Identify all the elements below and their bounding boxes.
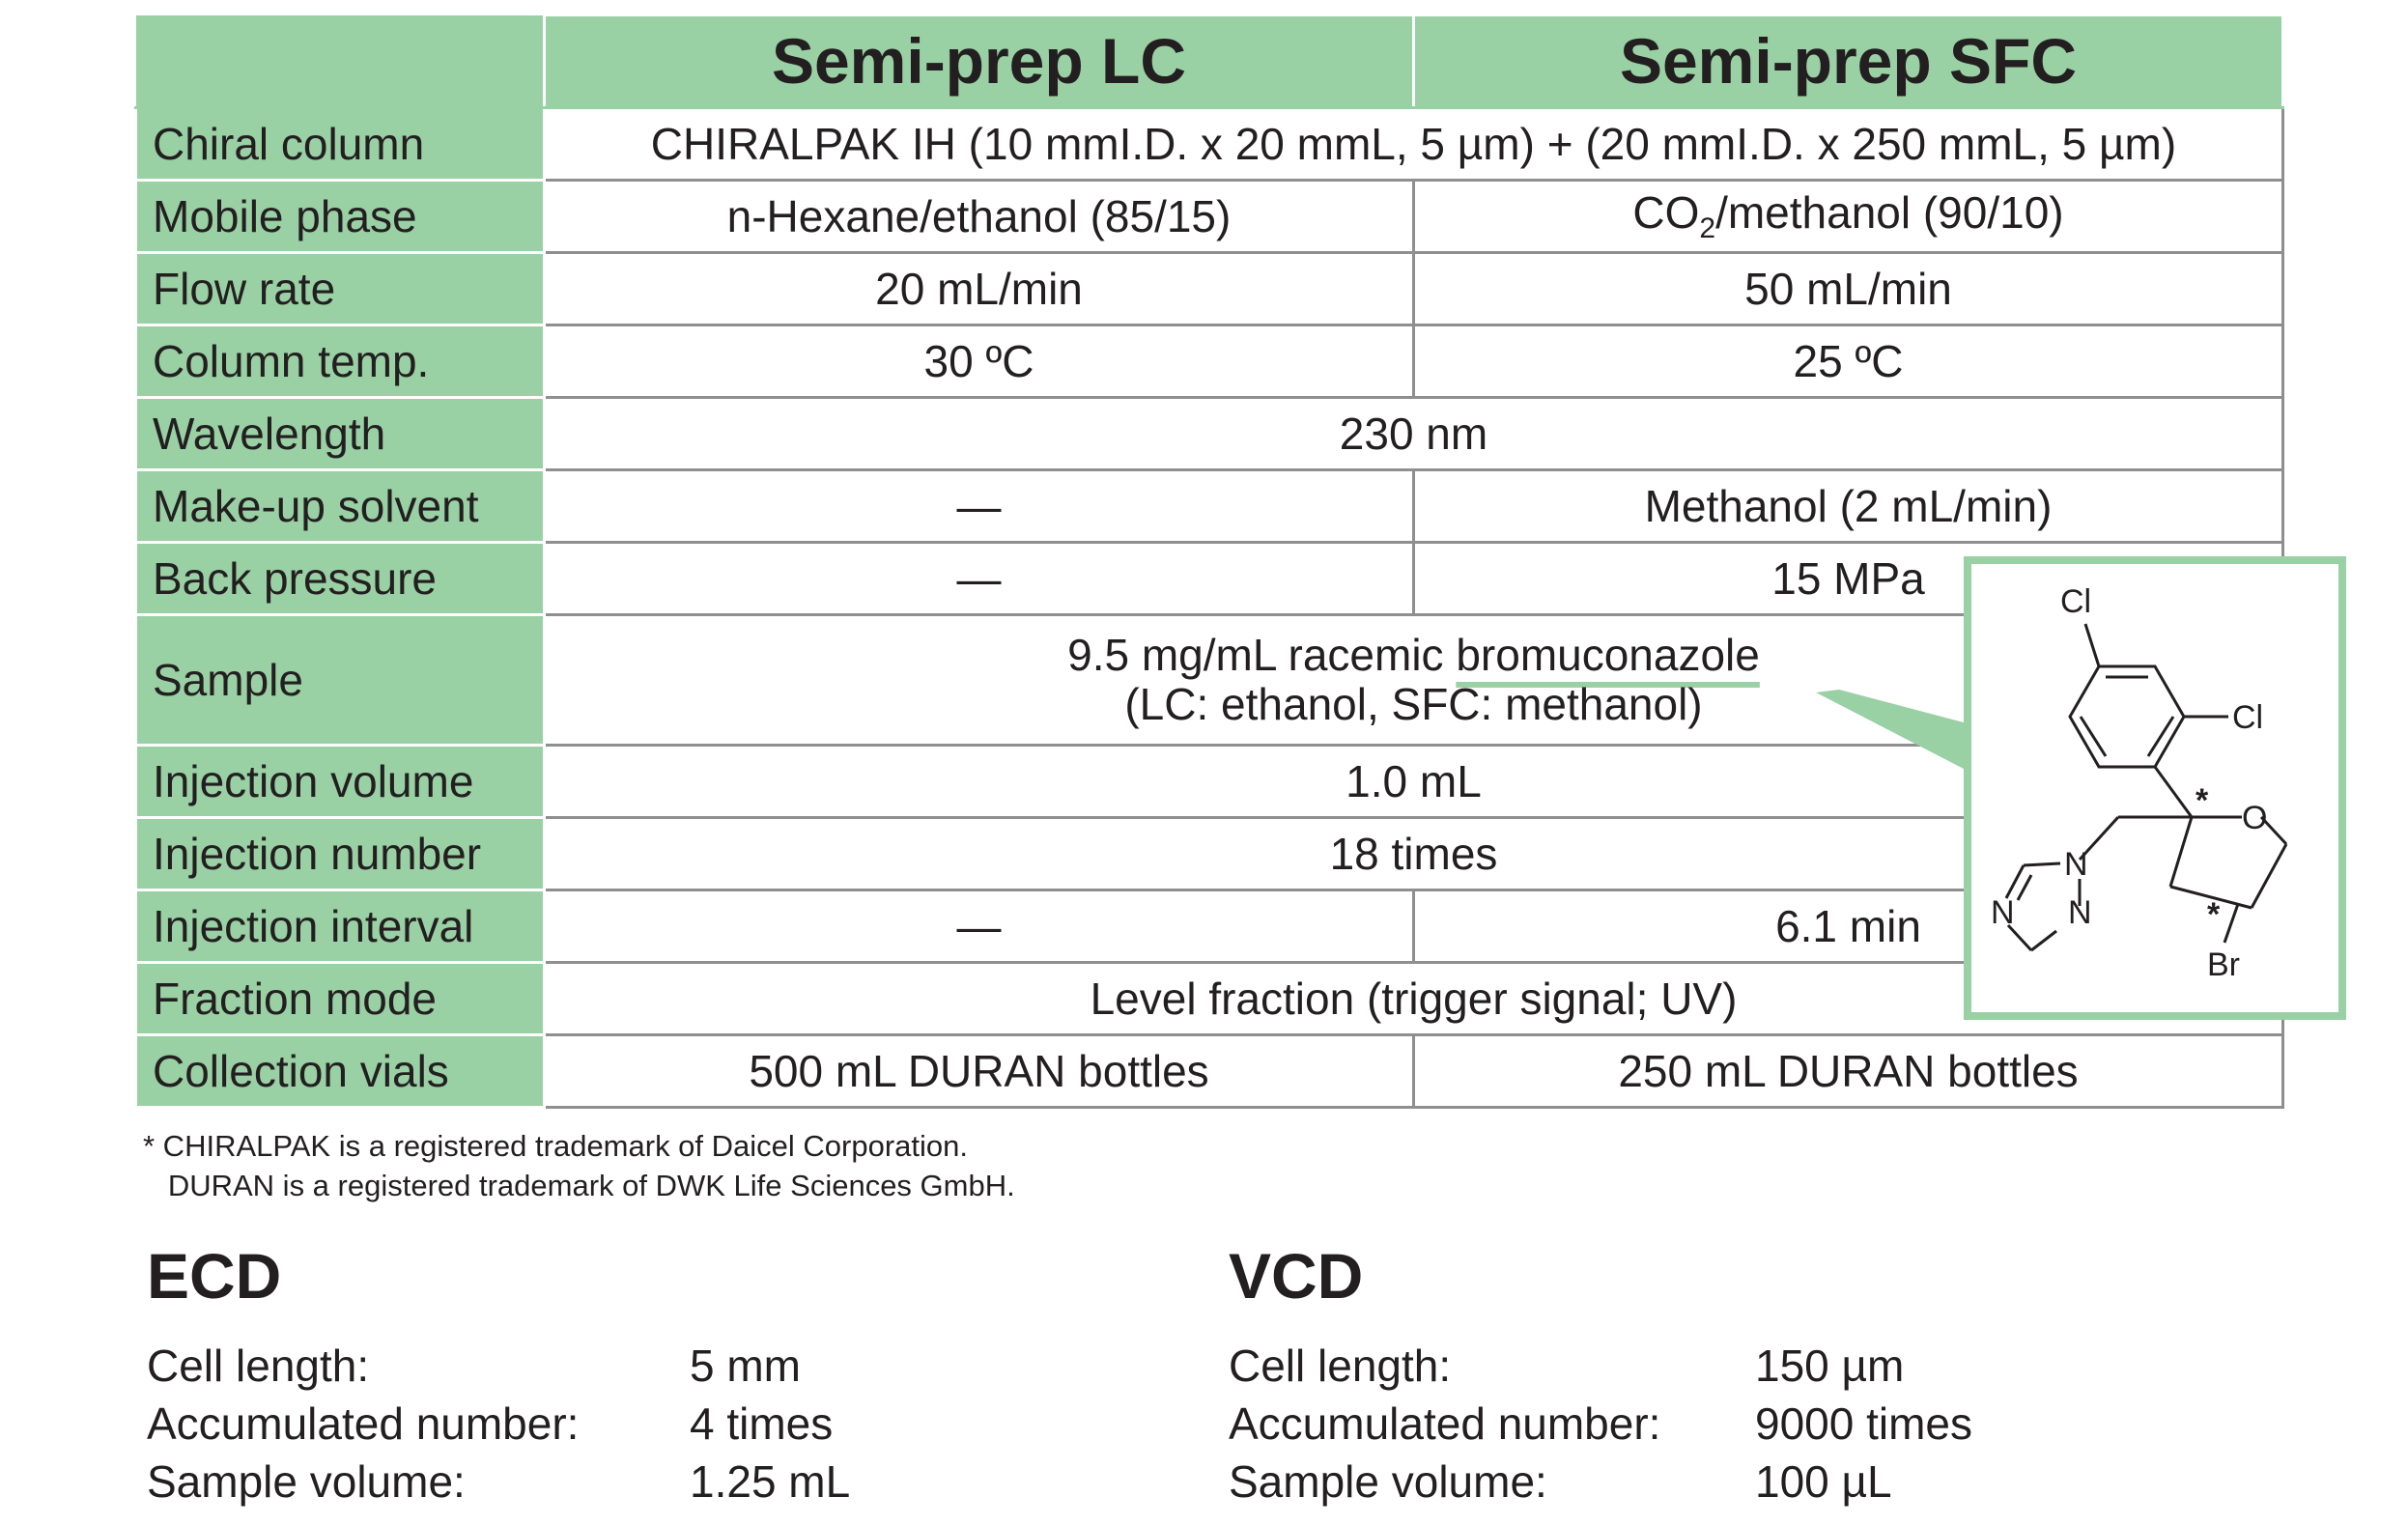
table-row (136, 253, 2283, 325)
footnote-line-1: * CHIRALPAK is a registered trademark of Daicel Corporation. (143, 1129, 968, 1163)
benzene-ring (2070, 666, 2184, 767)
mobile-phase-sfc-co: CO (1632, 186, 1700, 238)
table-row (136, 1035, 2283, 1108)
table-row (136, 818, 2283, 890)
ecd-row (147, 1337, 801, 1395)
collection-vials-lc: 500 mL DURAN bottles (545, 1035, 1414, 1108)
ecd-row (147, 1395, 834, 1453)
oxygen-label: O (2242, 800, 2268, 836)
table-header-row (136, 15, 2283, 108)
injection-number-value: 18 times (545, 818, 2283, 890)
header-semi-prep-lc: Semi-prep LC (545, 15, 1414, 108)
row-label-fraction-mode: Fraction mode (136, 963, 545, 1035)
row-label-flow-rate: Flow rate (136, 253, 545, 325)
chiral-column-value: CHIRALPAK IH (10 mmI.D. x 20 mmL, 5 µm) + (20 mmI.D. x 250 mmL, 5 µm) (545, 108, 2283, 181)
vcd-section (1229, 1238, 1973, 1511)
makeup-solvent-sfc: Methanol (2 mL/min) (1414, 470, 2283, 543)
ecd-key: Accumulated number: (147, 1398, 580, 1449)
table-row (136, 398, 2283, 470)
vcd-value: 100 µL (1755, 1456, 1892, 1507)
injection-interval-sfc: 6.1 min (1414, 890, 2283, 963)
row-label-chiral-column: Chiral column (136, 108, 545, 181)
makeup-solvent-lc: — (545, 470, 1414, 543)
mobile-phase-lc: n-Hexane/ethanol (85/15) (545, 181, 1414, 253)
vcd-key: Cell length: (1229, 1341, 1452, 1391)
vcd-value: 9000 times (1755, 1398, 1973, 1449)
ecd-value: 5 mm (690, 1341, 801, 1391)
nitrogen-label-2: N (1991, 894, 2015, 931)
row-label-mobile-phase: Mobile phase (136, 181, 545, 253)
cl-right-label: Cl (2232, 699, 2264, 736)
row-label-back-pressure: Back pressure (136, 543, 545, 615)
ecd-value: 4 times (690, 1398, 834, 1449)
mobile-phase-sfc-rest: /methanol (90/10) (1715, 186, 2064, 238)
table-row (136, 543, 2283, 615)
vcd-row (1229, 1337, 1905, 1395)
table-row (136, 615, 2283, 746)
flow-rate-sfc: 50 mL/min (1414, 253, 2283, 325)
cl-top-label: Cl (2060, 583, 2092, 620)
vcd-row (1229, 1395, 1973, 1453)
mobile-phase-sfc (1414, 181, 2283, 253)
footnote-line-2: DURAN is a registered trademark of DWK Life Sciences GmbH. (143, 1169, 1015, 1202)
bromuconazole-structure-icon (1971, 564, 2338, 1012)
collection-vials-sfc: 250 mL DURAN bottles (1414, 1035, 2283, 1108)
nitrogen-label-1: N (2064, 846, 2088, 883)
ecd-key: Sample volume: (147, 1456, 466, 1507)
injection-volume-value: 1.0 mL (545, 746, 2283, 818)
bromine-label: Br (2207, 946, 2240, 983)
flow-rate-lc: 20 mL/min (545, 253, 1414, 325)
table-row (136, 470, 2283, 543)
table-row (136, 108, 2283, 181)
table-row (136, 890, 2283, 963)
ecd-row (147, 1453, 851, 1511)
header-semi-prep-sfc: Semi-prep SFC (1414, 15, 2283, 108)
stereocenter-mark-1: * (2196, 782, 2209, 819)
wavelength-value: 230 nm (545, 398, 2283, 470)
row-label-injection-volume: Injection volume (136, 746, 545, 818)
vcd-key: Accumulated number: (1229, 1398, 1661, 1449)
row-label-wavelength: Wavelength (136, 398, 545, 470)
column-temp-lc: 30 ºC (545, 325, 1414, 398)
ecd-value: 1.25 mL (690, 1456, 851, 1507)
ecd-section (147, 1238, 851, 1511)
vcd-key: Sample volume: (1229, 1456, 1547, 1507)
vcd-row (1229, 1453, 1892, 1511)
row-label-makeup-solvent: Make-up solvent (136, 470, 545, 543)
column-temp-sfc: 25 ºC (1414, 325, 2283, 398)
sample-line-2: (LC: ethanol, SFC: methanol) (1124, 679, 1703, 729)
row-label-injection-number: Injection number (136, 818, 545, 890)
back-pressure-sfc: 15 MPa (1414, 543, 2283, 615)
bromuconazole-highlight: bromuconazole (1456, 630, 1760, 681)
bromuconazole-structure-box (1964, 556, 2346, 1020)
back-pressure-lc: — (545, 543, 1414, 615)
table-row (136, 181, 2283, 253)
row-label-column-temp: Column temp. (136, 325, 545, 398)
vcd-title: VCD (1229, 1240, 1364, 1312)
injection-interval-lc: — (545, 890, 1414, 963)
row-label-collection-vials: Collection vials (136, 1035, 545, 1108)
mobile-phase-sfc-subscript: 2 (1699, 212, 1716, 245)
table-row (136, 325, 2283, 398)
sample-concentration: 9.5 mg/mL racemic (1067, 630, 1457, 681)
row-label-sample: Sample (136, 615, 545, 746)
fraction-mode-value: Level fraction (trigger signal; UV) (545, 963, 2283, 1035)
header-corner (136, 15, 545, 108)
stereocenter-mark-2: * (2207, 896, 2221, 933)
nitrogen-label-3: N (2068, 894, 2092, 931)
conditions-table (134, 14, 2284, 1109)
trademark-footnote (143, 1126, 1015, 1205)
ecd-title: ECD (147, 1240, 282, 1312)
ecd-key: Cell length: (147, 1341, 370, 1391)
vcd-value: 150 µm (1755, 1341, 1905, 1391)
table-row (136, 963, 2283, 1035)
table-row (136, 746, 2283, 818)
row-label-injection-interval: Injection interval (136, 890, 545, 963)
